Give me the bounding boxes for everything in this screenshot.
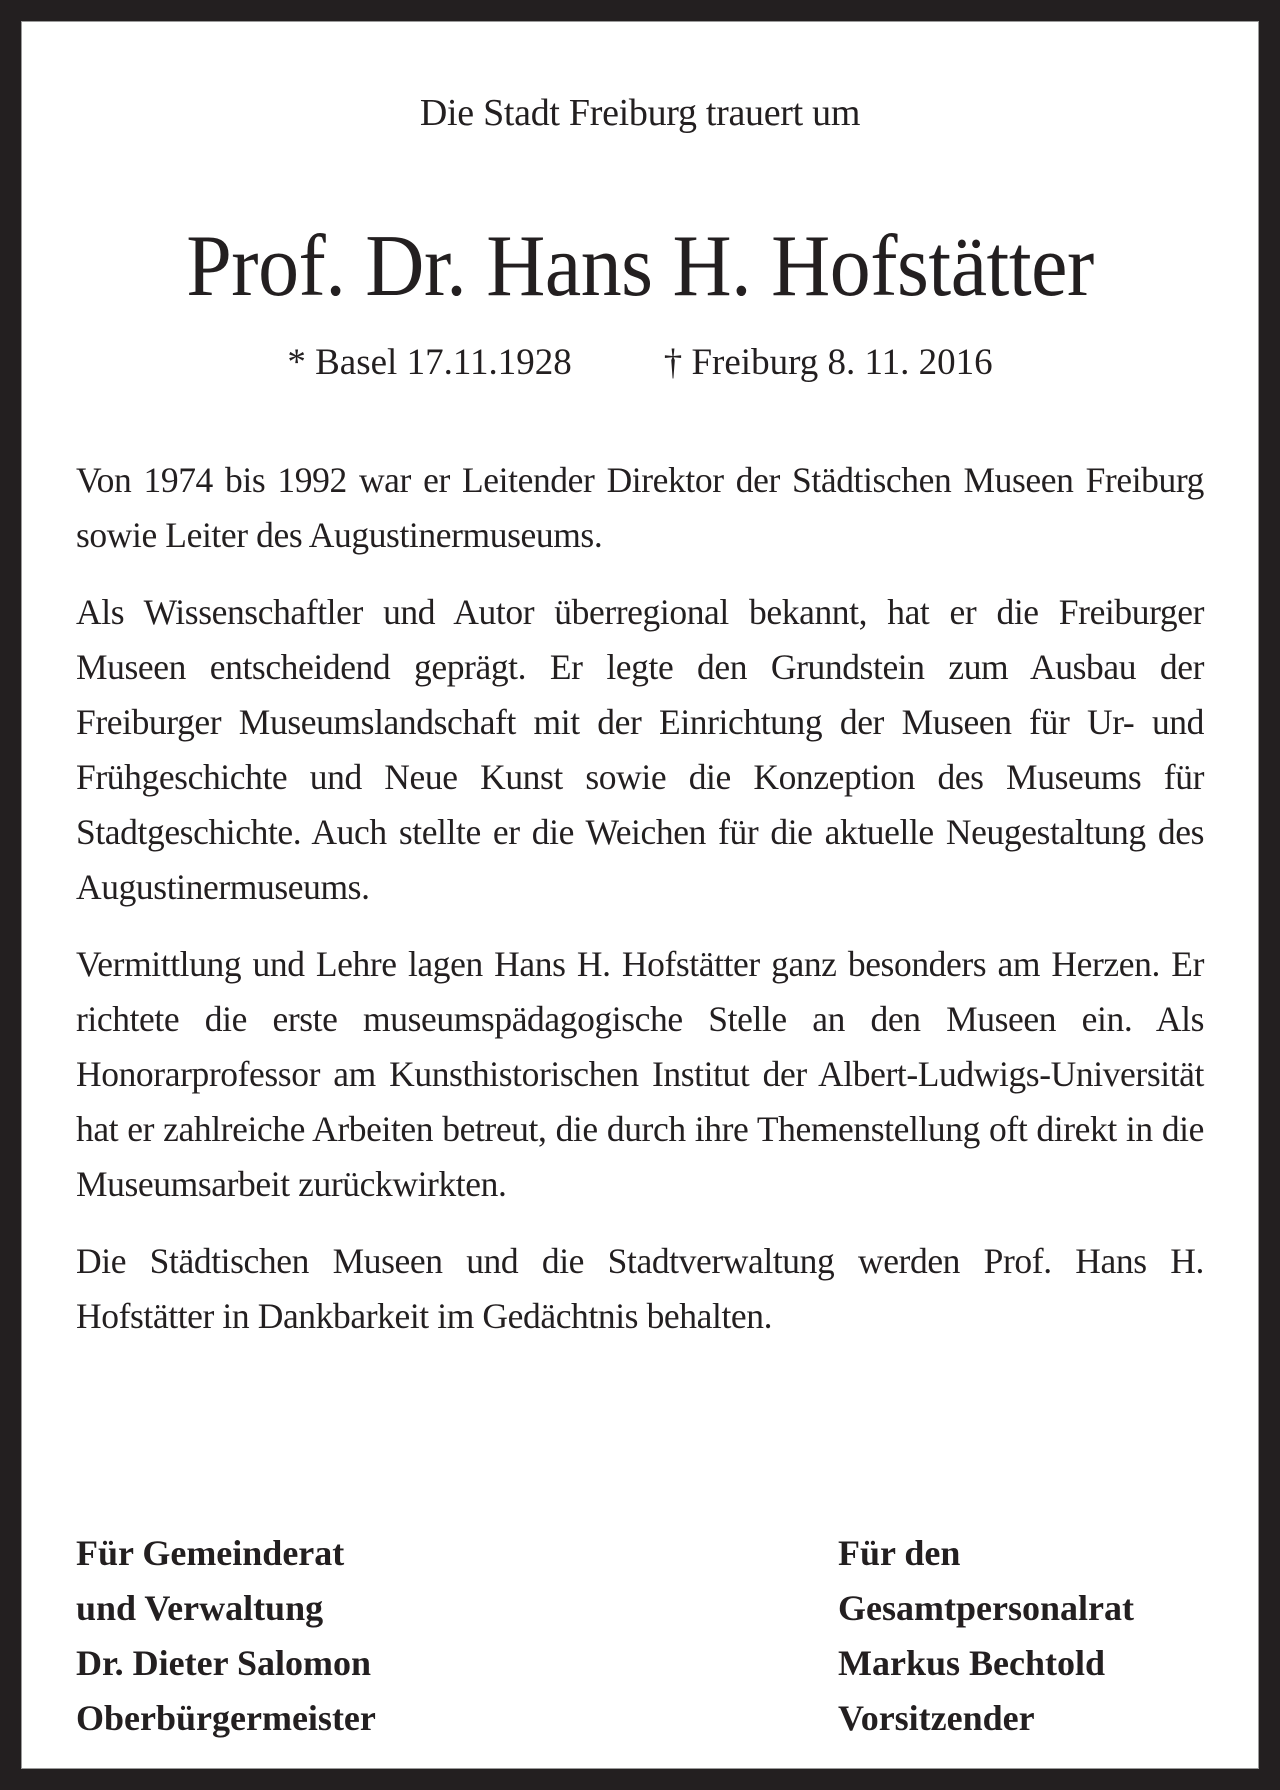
intro-line: Die Stadt Freiburg trauert um (419, 92, 861, 134)
paragraph-remembrance: Die Städtischen Museen und die Stadtverwaltung werden Prof. Hans H. Hofstätter in Dankbarkeit im Gedächtnis behalten. (76, 1241, 1204, 1336)
signature-city-council (76, 1526, 376, 1746)
signature-label: Für Gemeinderat (76, 1533, 345, 1573)
signatory-name: Markus Bechtold (838, 1643, 1106, 1683)
birth-date: * Basel 17.11.1928 (287, 342, 572, 383)
signature-staff-council (838, 1526, 1134, 1746)
paragraph-career: Von 1974 bis 1992 war er Leitender Direktor der Städtischen Museen Freiburg sowie Leiter des Augustinermuseums. (76, 460, 1204, 555)
paragraph-teaching: Vermittlung und Lehre lagen Hans H. Hofstätter ganz besonders am Herzen. Er richtete die erste museumspädagogische Stelle an den Museen ein. Als Honorarprofessor am Kunsthistorischen Institut der Albert-Ludwigs-Universität hat er zahlreiche Arbeiten betreut, die durch ihre Themenstellung oft direkt in die Museumsarbeit zurückwirkten. (76, 944, 1204, 1204)
death-date: † Freiburg 8. 11. 2016 (663, 342, 993, 383)
signature-label: Gesamtpersonalrat (838, 1588, 1134, 1628)
signatory-title: Vorsitzender (838, 1698, 1035, 1738)
signature-label: und Verwaltung (76, 1588, 324, 1628)
deceased-name: Prof. Dr. Hans H. Hofstätter (186, 218, 1094, 315)
paragraph-achievements: Als Wissenschaftler und Autor überregional bekannt, hat er die Freiburger Museen entscheidend geprägt. Er legte den Grundstein zum Ausbau der Freiburger Museumslandschaft mit der Einrichtung der Museen für Ur- und Frühgeschichte und Neue Kunst sowie die Konzeption des Museums für Stadtgeschichte. Auch stellte er die Weichen für die aktuelle Neugestaltung des Augustinermuseums. (76, 592, 1204, 907)
life-dates (21, 341, 1259, 384)
obituary-frame (21, 21, 1259, 1769)
obituary-body (76, 453, 1204, 1366)
signatory-title: Oberbürgermeister (76, 1698, 376, 1738)
signature-label: Für den (838, 1533, 961, 1573)
signatory-name: Dr. Dieter Salomon (76, 1643, 371, 1683)
